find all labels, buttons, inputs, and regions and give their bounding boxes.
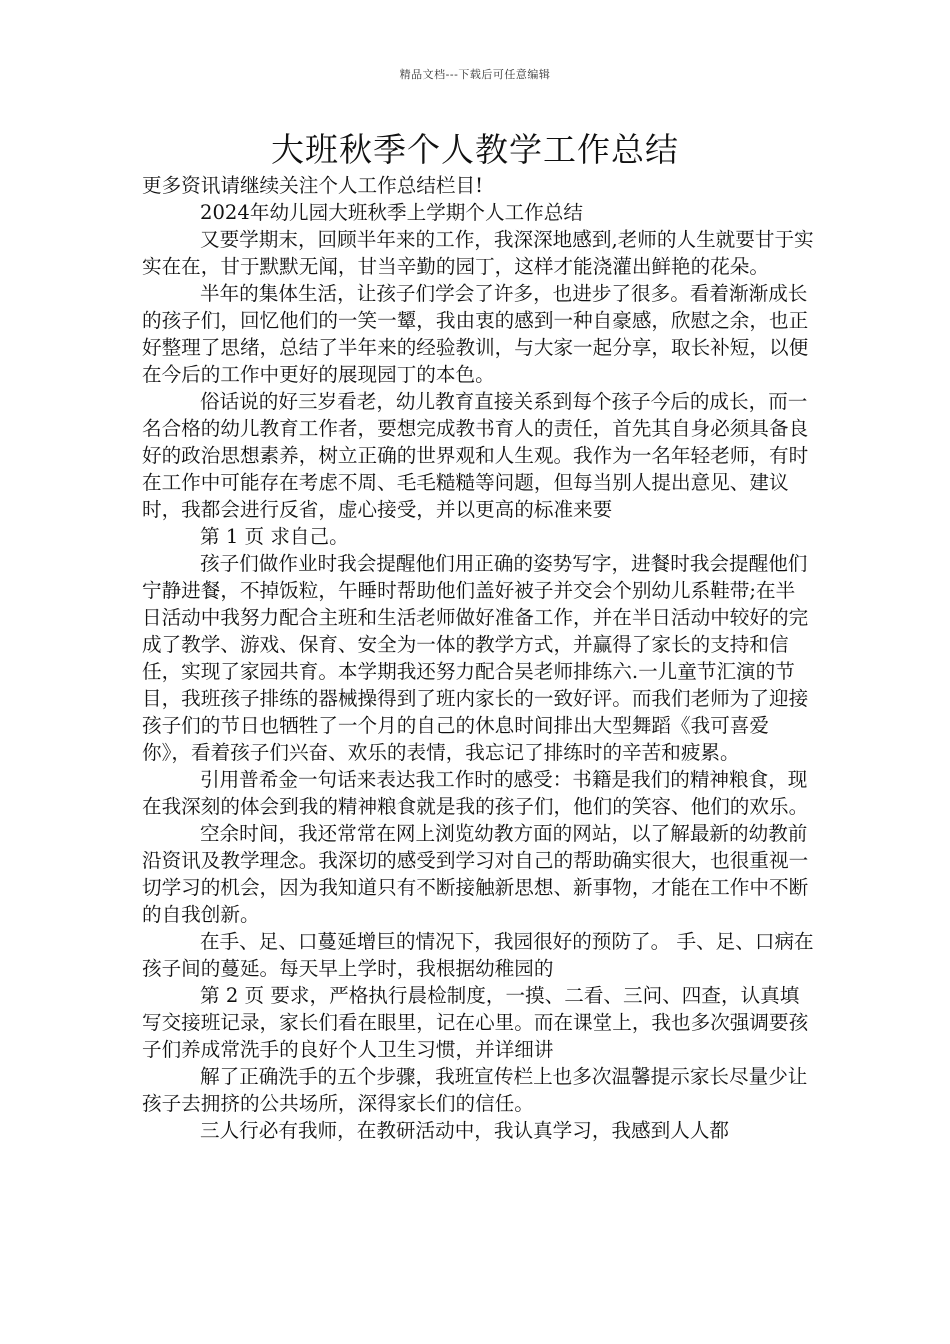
document-title: 大班秋季个人教学工作总结 (271, 130, 679, 169)
body-paragraph: 更多资讯请继续关注个人工作总结栏目! (142, 174, 483, 197)
body-paragraph: 半年的集体生活，让孩子们学会了许多，也进步了很多。看着渐渐成长的孩子们，回忆他们的一笑一颦，我由衷的感到一种自豪感，欣慰之余，也正好整理了思绪，总结了半年来的经验教训，与大家一起分享，取长补短，以便在今后的工作中更好的展现园丁的本色。 (142, 282, 809, 386)
body-paragraph: 2024年幼儿园大班秋季上学期个人工作总结 (200, 201, 583, 224)
body-paragraph: 空余时间，我还常常在网上浏览幼教方面的网站，以了解最新的幼教前沿资讯及教学理念。我深切的感受到学习对自己的帮助确实很大，也很重视一切学习的机会，因为我知道只有不断接触新思想、新事物，才能在工作中不断的自我创新。 (142, 822, 809, 926)
body-paragraph: 三人行必有我师，在教研活动中，我认真学习，我感到人人都 (200, 1119, 730, 1142)
document-body (142, 172, 814, 1144)
body-paragraph: 解了正确洗手的五个步骤，我班宣传栏上也多次温馨提示家长尽量少让孩子去拥挤的公共场所，深得家长们的信任。 (142, 1065, 808, 1115)
body-paragraph: 引用普希金一句话来表达我工作时的感受：书籍是我们的精神粮食，现在我深刻的体会到我的精神粮食就是我的孩子们，他们的笑容、他们的欢乐。 (142, 768, 809, 818)
header-note: 精品文档---下载后可任意编辑 (399, 68, 551, 81)
body-paragraph: 在手、足、口蔓延增巨的情况下，我园很好的预防了。 手、足、口病在孩子间的蔓延。每天早上学时，我根据幼稚园的 (142, 930, 814, 980)
body-paragraph: 第 1 页 求自己。 (200, 525, 349, 548)
body-paragraph: 第 2 页 要求，严格执行晨检制度，一摸、二看、三问、四查，认真填写交接班记录，家长们看在眼里，记在心里。而在课堂上，我也多次强调要孩子们养成常洗手的良好个人卫生习惯，并详细讲 (142, 984, 809, 1061)
body-paragraph: 孩子们做作业时我会提醒他们用正确的姿势写字，进餐时我会提醒他们宁静进餐，不掉饭粒，午睡时帮助他们盖好被子并交会个别幼儿系鞋带;在半日活动中我努力配合主班和生活老师做好准备工作，并在半日活动中较好的完成了教学、游戏、保育、安全为一体的教学方式，并赢得了家长的支持和信任，实现了家园共育。本学期我还努力配合吴老师排练六.一儿童节汇演的节目，我班孩子排练的器械操得到了班内家长的一致好评。而我们老师为了迎接孩子们的节日也牺牲了一个月的自己的休息时间排出大型舞蹈《我可喜爱你》，看着孩子们兴奋、欢乐的表情，我忘记了排练时的辛苦和疲累。 (142, 552, 809, 764)
body-paragraph: 俗话说的好三岁看老，幼儿教育直接关系到每个孩子今后的成长，而一名合格的幼儿教育工作者，要想完成教书育人的责任，首先其自身必须具备良好的政治思想素养，树立正确的世界观和人生观。我作为一名年轻老师，有时在工作中可能存在考虑不周、毛毛糙糙等问题，但每当别人提出意见、建议时，我都会进行反省，虚心接受，并以更高的标准来要 (142, 390, 809, 521)
body-paragraph: 又要学期末，回顾半年来的工作，我深深地感到,老师的人生就要甘于实实在在，甘于默默无闻，甘当辛勤的园丁，这样才能浇灌出鲜艳的花朵。 (142, 228, 814, 278)
